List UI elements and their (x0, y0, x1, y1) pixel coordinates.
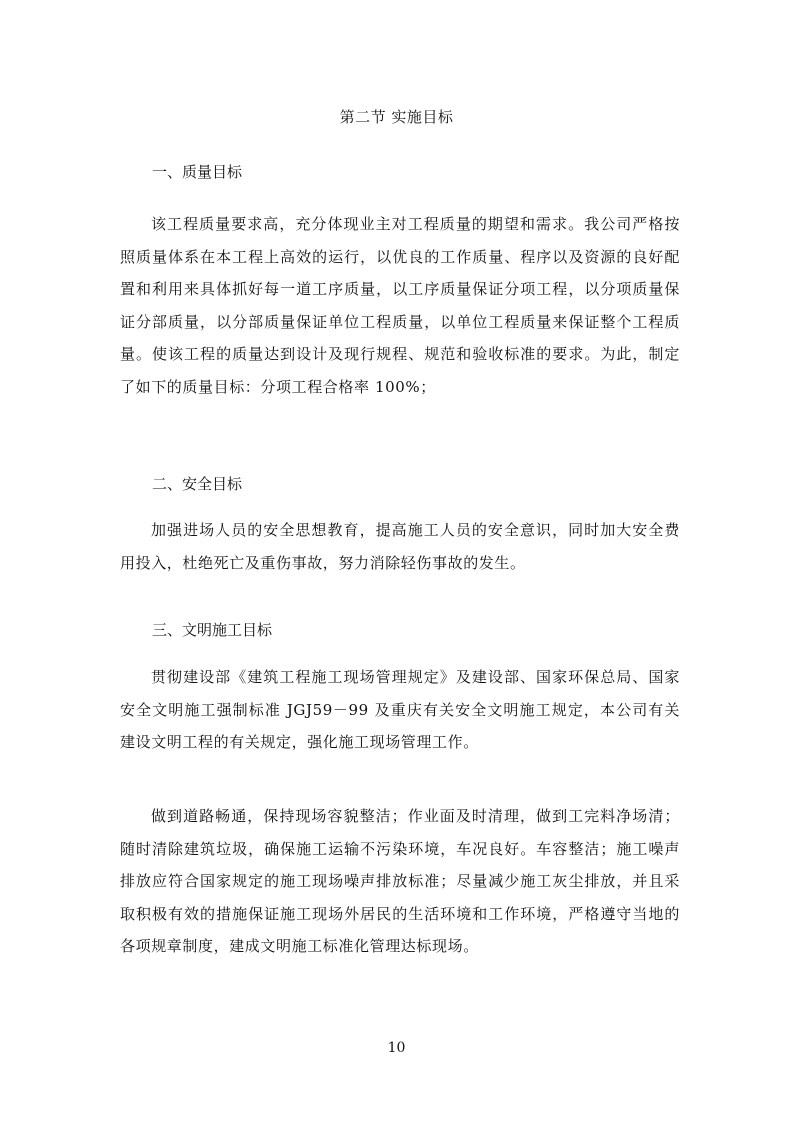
page-number: 10 (387, 1040, 406, 1056)
section-title: 第二节 实施目标 (339, 108, 454, 126)
quality-goal-heading: 一、质量目标 (152, 163, 243, 181)
civilized-construction-heading: 三、文明施工目标 (152, 621, 273, 639)
safety-goal-heading: 二、安全目标 (152, 475, 243, 493)
civilized-construction-paragraph-2: 做到道路畅通，保持现场容貌整洁；作业面及时清理，做到工完料净场清；随时清除建筑垃圾，确保施工运输不污染环境，车况良好。车容整洁；施工噪声排放应符合国家规定的施工现场噪声排放标准；尽量减少施工灰尘排放，并且采取积极有效的措施保证施工现场外居民的生活环境和工作环境，严格遵守当地的各项规章制度，建成文明施工标准化管理达标现场。 (120, 807, 680, 955)
civilized-construction-paragraph-1: 贯彻建设部《建筑工程施工现场管理规定》及建设部、国家环保总局、国家安全文明施工强制标准 JGJ59－99 及重庆有关安全文明施工规定，本公司有关建设文明工程的有关规定，强化施工现场管理工作。 (120, 668, 680, 751)
safety-goal-paragraph: 加强进场人员的安全思想教育，提高施工人员的安全意识，同时加大安全费用投入，杜绝死亡及重伤事故，努力消除轻伤事故的发生。 (120, 521, 680, 572)
quality-goal-paragraph: 该工程质量要求高，充分体现业主对工程质量的期望和需求。我公司严格按照质量体系在本工程上高效的运行，以优良的工作质量、程序以及资源的良好配置和利用来具体抓好每一道工序质量，以工序质量保证分项工程，以分项质量保证分部质量，以分部质量保证单位工程质量，以单位工程质量来保证整个工程质量。使该工程的质量达到设计及现行规程、规范和验收标准的要求。为此，制定了如下的质量目标：分项工程合格率 100%； (120, 215, 680, 396)
